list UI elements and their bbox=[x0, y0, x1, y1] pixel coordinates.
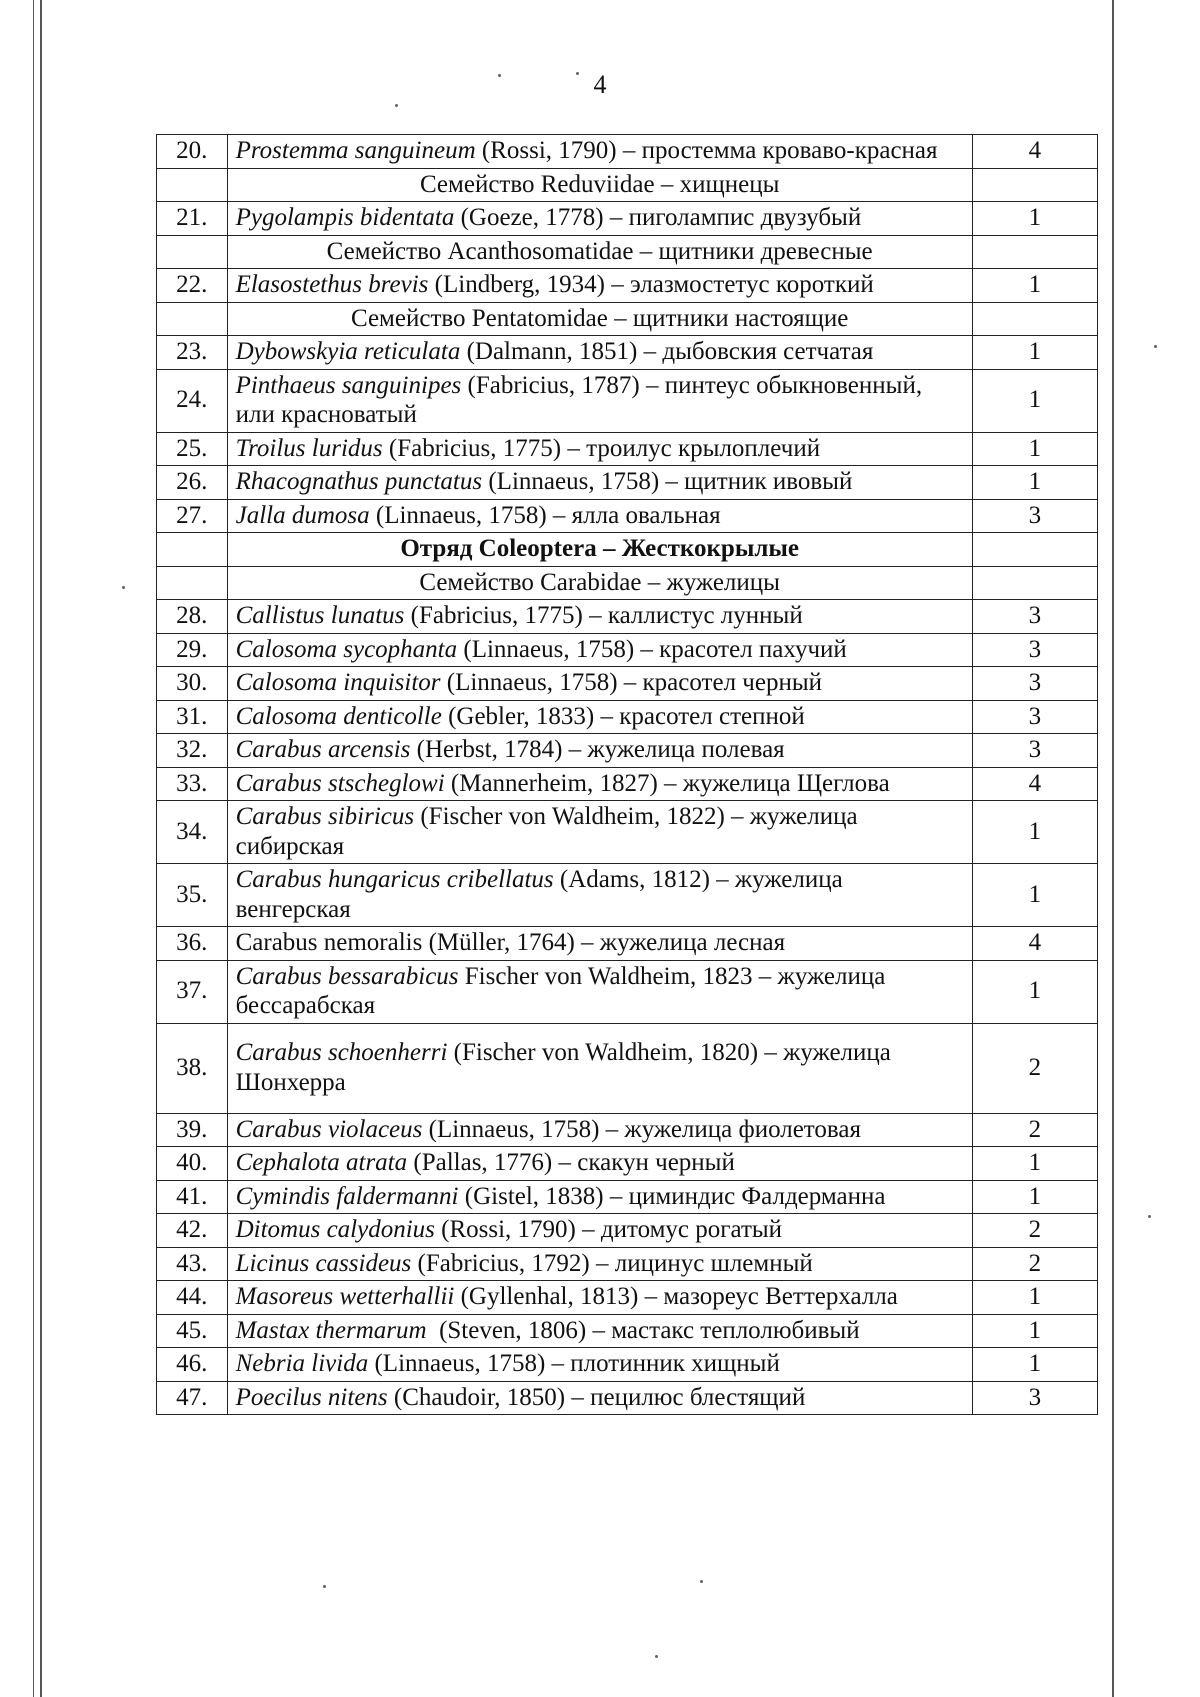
category-cell: 1 bbox=[972, 466, 1097, 500]
row-number: 47. bbox=[157, 1381, 228, 1415]
species-name-cell bbox=[227, 1247, 972, 1281]
category-cell: 2 bbox=[972, 1113, 1097, 1147]
table-row bbox=[157, 432, 1098, 466]
table-row bbox=[157, 466, 1098, 500]
common-name: (Fabricius, 1787) – пинтеус обыкновенный, или красноватый bbox=[235, 371, 929, 428]
table-row bbox=[157, 135, 1098, 169]
category-cell: 3 bbox=[972, 499, 1097, 533]
species-name-cell bbox=[227, 269, 972, 303]
common-name: (Rossi, 1790) – дитомус рогатый bbox=[434, 1216, 783, 1243]
latin-name: Licinus cassideus bbox=[235, 1249, 412, 1277]
latin-name: Carabus hungaricus cribellatus bbox=[235, 866, 554, 893]
category-cell: 1 bbox=[972, 369, 1097, 432]
category-cell: 1 bbox=[972, 269, 1097, 303]
category-cell: 2 bbox=[972, 1214, 1097, 1248]
category-cell bbox=[972, 533, 1097, 567]
latin-name: Elasostethus brevis bbox=[235, 271, 429, 298]
family-row bbox=[157, 302, 1098, 336]
species-name-cell bbox=[227, 1023, 972, 1113]
species-name-cell bbox=[227, 667, 972, 701]
species-name-cell bbox=[227, 960, 972, 1023]
latin-name: Calosoma denticolle bbox=[235, 702, 442, 730]
scan-speck bbox=[323, 1585, 326, 1588]
scan-speck bbox=[498, 74, 501, 77]
latin-name: Carabus bessarabicus bbox=[235, 962, 459, 990]
common-name: (Linnaeus, 1758) – щитник ивовый bbox=[482, 468, 853, 495]
row-number: 36. bbox=[157, 927, 228, 961]
table-row bbox=[157, 1281, 1098, 1315]
common-name: (Gyllenhal, 1813) – мазореус Веттерхалла bbox=[454, 1283, 898, 1310]
row-number: 43. bbox=[157, 1247, 228, 1281]
table-row bbox=[157, 864, 1098, 927]
row-number bbox=[157, 302, 228, 336]
species-name-cell bbox=[227, 1180, 972, 1214]
latin-name: Prostemma sanguineum bbox=[235, 137, 476, 164]
table-row bbox=[157, 927, 1098, 961]
table-row bbox=[157, 1023, 1098, 1113]
category-cell: 1 bbox=[972, 336, 1097, 370]
common-name: (Steven, 1806) – мастакс теплолюбивый bbox=[426, 1316, 860, 1344]
latin-name: Mastax thermarum bbox=[235, 1316, 427, 1344]
category-cell: 3 bbox=[972, 633, 1097, 667]
category-cell bbox=[972, 235, 1097, 269]
page-number: 4 bbox=[593, 70, 607, 99]
category-cell: 3 bbox=[972, 1381, 1097, 1415]
row-number bbox=[157, 566, 228, 600]
row-number: 32. bbox=[157, 734, 228, 768]
species-name-cell bbox=[227, 336, 972, 370]
family-row bbox=[157, 168, 1098, 202]
row-number: 24. bbox=[157, 369, 228, 432]
category-cell bbox=[972, 302, 1097, 336]
common-name: (Dalmann, 1851) – дыбовския сетчатая bbox=[460, 338, 874, 365]
row-number: 22. bbox=[157, 269, 228, 303]
family-heading: Семейство Acanthosomatidae – щитники древесные bbox=[227, 235, 972, 269]
table-row bbox=[157, 369, 1098, 432]
species-name-cell bbox=[227, 1314, 972, 1348]
row-number: 29. bbox=[157, 633, 228, 667]
species-name-cell bbox=[227, 1348, 972, 1382]
scan-speck bbox=[655, 1655, 658, 1658]
species-name-cell bbox=[227, 1281, 972, 1315]
table-row bbox=[157, 767, 1098, 801]
family-row bbox=[157, 235, 1098, 269]
common-name: Carabus nemoralis (Müller, 1764) – жужелица лесная bbox=[235, 929, 786, 956]
table-row bbox=[157, 1180, 1098, 1214]
common-name: (Adams, 1812) – жужелица венгерская bbox=[235, 866, 849, 923]
species-name-cell bbox=[227, 633, 972, 667]
category-cell: 1 bbox=[972, 1314, 1097, 1348]
category-cell: 1 bbox=[972, 960, 1097, 1023]
common-name: (Pallas, 1776) – скакун черный bbox=[407, 1149, 735, 1176]
species-name-cell bbox=[227, 135, 972, 169]
left-margin-line bbox=[33, 0, 34, 1697]
row-number: 41. bbox=[157, 1180, 228, 1214]
latin-name: Cephalota atrata bbox=[235, 1149, 408, 1176]
common-name: (Goeze, 1778) – пиголампис двузубый bbox=[454, 204, 862, 231]
common-name: Fischer von Waldheim, 1823 – жужелица бессарабская bbox=[235, 962, 892, 1019]
table-row bbox=[157, 1348, 1098, 1382]
latin-name: Calosoma sycophanta bbox=[235, 635, 458, 663]
common-name: (Fabricius, 1792) – лицинус шлемный bbox=[411, 1249, 813, 1277]
table-row bbox=[157, 734, 1098, 768]
category-cell: 3 bbox=[972, 734, 1097, 768]
species-name-cell bbox=[227, 927, 972, 961]
category-cell bbox=[972, 566, 1097, 600]
species-name-cell bbox=[227, 700, 972, 734]
row-number: 25. bbox=[157, 432, 228, 466]
scan-speck bbox=[122, 586, 125, 589]
species-name-cell bbox=[227, 1147, 972, 1181]
common-name: (Gistel, 1838) – циминдис Фалдерманна bbox=[458, 1182, 886, 1210]
species-table bbox=[156, 134, 1098, 1415]
common-name: (Linnaeus, 1758) – плотинник хищный bbox=[368, 1350, 780, 1377]
species-name-cell bbox=[227, 466, 972, 500]
table-row bbox=[157, 1247, 1098, 1281]
latin-name: Cymindis faldermanni bbox=[235, 1182, 459, 1210]
species-name-cell bbox=[227, 864, 972, 927]
row-number: 42. bbox=[157, 1214, 228, 1248]
row-number: 39. bbox=[157, 1113, 228, 1147]
row-number: 30. bbox=[157, 667, 228, 701]
common-name: (Fabricius, 1775) – каллистус лунный bbox=[404, 602, 803, 629]
common-name: (Lindberg, 1934) – элазмостетус короткий bbox=[428, 271, 874, 298]
table-row bbox=[157, 1214, 1098, 1248]
scan-speck bbox=[1154, 345, 1157, 348]
row-number: 31. bbox=[157, 700, 228, 734]
latin-name: Calosoma inquisitor bbox=[235, 669, 441, 696]
table-row bbox=[157, 1113, 1098, 1147]
row-number: 27. bbox=[157, 499, 228, 533]
category-cell: 1 bbox=[972, 801, 1097, 864]
latin-name: Poecilus nitens bbox=[235, 1383, 388, 1411]
species-name-cell bbox=[227, 734, 972, 768]
scan-speck bbox=[395, 104, 398, 107]
table-row bbox=[157, 600, 1098, 634]
species-name-cell bbox=[227, 1214, 972, 1248]
table-row bbox=[157, 336, 1098, 370]
category-cell: 4 bbox=[972, 927, 1097, 961]
category-cell: 1 bbox=[972, 202, 1097, 236]
common-name: (Fabricius, 1775) – троилус крылоплечий bbox=[382, 434, 821, 462]
species-name-cell bbox=[227, 600, 972, 634]
category-cell: 1 bbox=[972, 432, 1097, 466]
row-number: 23. bbox=[157, 336, 228, 370]
table-row bbox=[157, 667, 1098, 701]
common-name: (Herbst, 1784) – жужелица полевая bbox=[410, 736, 785, 763]
category-cell: 1 bbox=[972, 1147, 1097, 1181]
common-name: (Linnaeus, 1758) – ялла овальная bbox=[369, 501, 721, 529]
species-name-cell bbox=[227, 801, 972, 864]
latin-name: Carabus arcensis bbox=[235, 736, 411, 763]
latin-name: Carabus sibiricus bbox=[235, 803, 415, 830]
row-number: 28. bbox=[157, 600, 228, 634]
category-cell: 4 bbox=[972, 135, 1097, 169]
table-row bbox=[157, 1314, 1098, 1348]
category-cell bbox=[972, 168, 1097, 202]
row-number: 40. bbox=[157, 1147, 228, 1181]
row-number: 33. bbox=[157, 767, 228, 801]
latin-name: Carabus stscheglowi bbox=[235, 769, 445, 797]
latin-name: Pinthaeus sanguinipes bbox=[235, 371, 462, 399]
latin-name: Troilus luridus bbox=[235, 434, 383, 462]
row-number: 35. bbox=[157, 864, 228, 927]
common-name: (Chaudoir, 1850) – пецилюс блестящий bbox=[387, 1383, 806, 1411]
category-cell: 2 bbox=[972, 1023, 1097, 1113]
latin-name: Carabus schoenherri bbox=[235, 1039, 448, 1066]
table-row bbox=[157, 1381, 1098, 1415]
common-name: (Linnaeus, 1758) – красотел пахучий bbox=[457, 635, 847, 663]
row-number bbox=[157, 235, 228, 269]
species-name-cell bbox=[227, 499, 972, 533]
common-name: (Fischer von Waldheim, 1820) – жужелица Шонхерра bbox=[235, 1039, 898, 1096]
latin-name: Nebria livida bbox=[235, 1350, 369, 1377]
category-cell: 1 bbox=[972, 1180, 1097, 1214]
row-number: 21. bbox=[157, 202, 228, 236]
row-number: 44. bbox=[157, 1281, 228, 1315]
family-heading: Семейство Pentatomidae – щитники настоящие bbox=[227, 302, 972, 336]
row-number: 45. bbox=[157, 1314, 228, 1348]
family-heading: Семейство Reduviidae – хищнецы bbox=[227, 168, 972, 202]
species-name-cell bbox=[227, 369, 972, 432]
latin-name: Dybowskyia reticulata bbox=[235, 338, 461, 365]
order-row bbox=[157, 533, 1098, 567]
latin-name: Carabus violaceus bbox=[235, 1115, 423, 1143]
order-heading: Отряд Coleoptera – Жесткокрылые bbox=[227, 533, 972, 567]
common-name: (Fischer von Waldheim, 1822) – жужелица сибирская bbox=[235, 803, 864, 860]
common-name: (Mannerheim, 1827) – жужелица Щеглова bbox=[444, 769, 890, 797]
common-name: (Linnaeus, 1758) – жужелица фиолетовая bbox=[422, 1115, 861, 1143]
latin-name: Pygolampis bidentata bbox=[235, 204, 455, 231]
row-number: 38. bbox=[157, 1023, 228, 1113]
row-number: 46. bbox=[157, 1348, 228, 1382]
scan-speck bbox=[1148, 1215, 1151, 1218]
table-row bbox=[157, 801, 1098, 864]
latin-name: Rhacognathus punctatus bbox=[235, 468, 483, 495]
common-name: (Gebler, 1833) – красотел степной bbox=[441, 702, 805, 730]
left-margin-line bbox=[40, 0, 42, 1697]
category-cell: 1 bbox=[972, 1281, 1097, 1315]
category-cell: 2 bbox=[972, 1247, 1097, 1281]
right-margin-line bbox=[1112, 0, 1114, 1697]
row-number: 37. bbox=[157, 960, 228, 1023]
category-cell: 3 bbox=[972, 700, 1097, 734]
row-number bbox=[157, 533, 228, 567]
table-row bbox=[157, 1147, 1098, 1181]
latin-name: Callistus lunatus bbox=[235, 602, 405, 629]
category-cell: 1 bbox=[972, 864, 1097, 927]
row-number: 26. bbox=[157, 466, 228, 500]
category-cell: 1 bbox=[972, 1348, 1097, 1382]
category-cell: 3 bbox=[972, 600, 1097, 634]
latin-name: Ditomus calydonius bbox=[235, 1216, 435, 1243]
scan-speck bbox=[700, 1580, 703, 1583]
common-name: (Linnaeus, 1758) – красотел черный bbox=[440, 669, 823, 696]
species-name-cell bbox=[227, 1381, 972, 1415]
species-name-cell bbox=[227, 202, 972, 236]
table-row bbox=[157, 960, 1098, 1023]
species-name-cell bbox=[227, 767, 972, 801]
family-row bbox=[157, 566, 1098, 600]
family-heading: Семейство Carabidae – жужелицы bbox=[227, 566, 972, 600]
table-row bbox=[157, 202, 1098, 236]
row-number: 20. bbox=[157, 135, 228, 169]
table-row bbox=[157, 700, 1098, 734]
table-row bbox=[157, 499, 1098, 533]
row-number: 34. bbox=[157, 801, 228, 864]
common-name: (Rossi, 1790) – простемма кроваво-красная bbox=[475, 137, 938, 164]
category-cell: 3 bbox=[972, 667, 1097, 701]
latin-name: Jalla dumosa bbox=[235, 501, 370, 529]
scan-speck bbox=[576, 72, 579, 75]
species-name-cell bbox=[227, 1113, 972, 1147]
table-body bbox=[157, 135, 1098, 1415]
table-row bbox=[157, 269, 1098, 303]
species-name-cell bbox=[227, 432, 972, 466]
table-row bbox=[157, 633, 1098, 667]
category-cell: 4 bbox=[972, 767, 1097, 801]
row-number bbox=[157, 168, 228, 202]
latin-name: Masoreus wetterhallii bbox=[235, 1283, 455, 1310]
